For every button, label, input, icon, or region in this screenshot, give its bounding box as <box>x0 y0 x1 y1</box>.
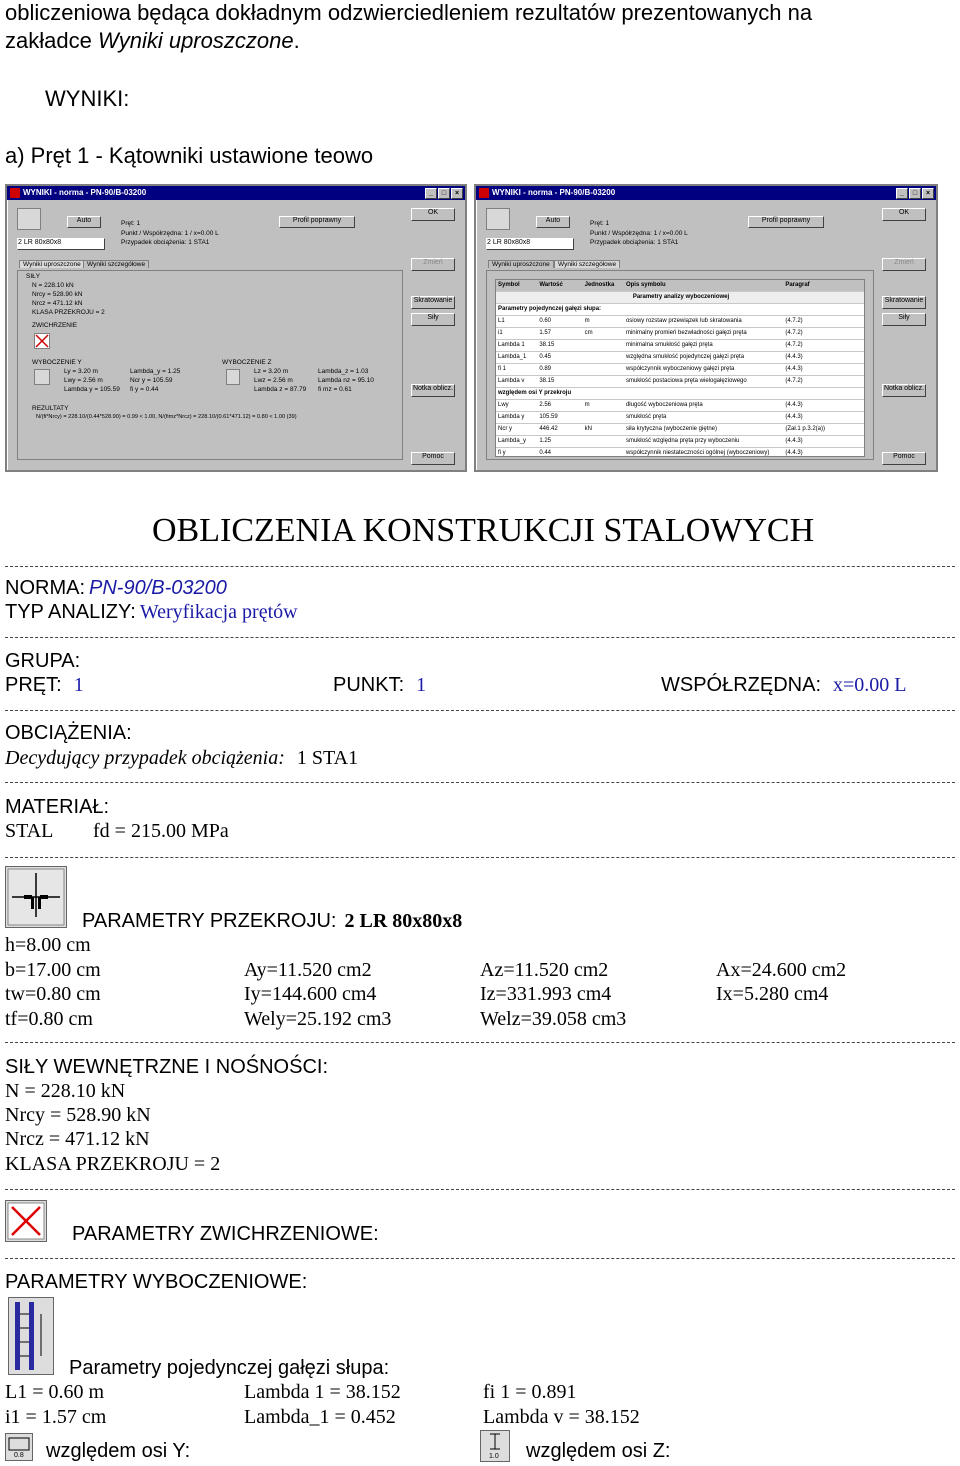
table-cell: minimalny promień bezwładności gałęzi pręta <box>625 330 747 336</box>
table-cell: Lambda_1 <box>498 354 527 360</box>
tab-detail[interactable]: Wyniki szczegółowe <box>554 260 620 268</box>
section-param: tf=0.80 cm <box>5 1007 93 1030</box>
ltb-label: PARAMETRY ZWICHRZENIOWE: <box>72 1223 379 1245</box>
loads-label: OBCIĄŻENIA: <box>5 722 132 744</box>
divider <box>5 1042 955 1043</box>
ok-button[interactable]: OK <box>411 208 455 221</box>
table-row[interactable] <box>496 328 864 340</box>
buck-y-line: Lwy = 2.56 m <box>64 377 103 384</box>
section-param: Ax=24.600 cm2 <box>716 958 847 981</box>
force-line: Nrcy = 528.90 kN <box>32 291 83 298</box>
table-cell <box>583 364 624 375</box>
table-cell: (4.4.3) <box>785 414 803 420</box>
results-heading: WYNIKI: <box>45 86 130 111</box>
table-cell: smukłość postaciowa pręta wielogałęziowego <box>625 378 747 384</box>
divider <box>5 637 955 638</box>
col-header[interactable]: Opis symbolu <box>625 282 666 288</box>
force-line: N = 228.10 kN <box>5 1080 126 1102</box>
case-text: Przypadek obciążenia: 1 STA1 <box>590 239 679 246</box>
table-cell <box>583 376 624 387</box>
buck-z2-line: Lambda_z = 1.03 <box>318 368 369 375</box>
table-row[interactable] <box>496 436 864 448</box>
section-select[interactable]: 2 LR 80x80x8 <box>17 238 105 250</box>
table-row[interactable] <box>496 376 864 388</box>
svg-text:1.0: 1.0 <box>489 1453 499 1460</box>
force-line: Nrcz = 471.12 kN <box>32 300 83 307</box>
buck-y2-line: Lambda_y = 1.25 <box>130 368 181 375</box>
table-cell: 105.59 <box>539 414 558 420</box>
buck-y2-line: Ncr y = 105.59 <box>130 377 173 384</box>
help-button[interactable]: Pomoc <box>882 452 926 465</box>
buck-y2-line: fi y = 0.44 <box>130 386 159 393</box>
section-row: PARAMETRY PRZEKROJU: 2 LR 80x80x8 <box>82 910 463 932</box>
table-cell: (4.4.3) <box>785 438 803 444</box>
buck-y-line: Lambda y = 105.59 <box>64 386 120 393</box>
table-cell: Lambda y <box>498 414 525 420</box>
auto-button[interactable]: Auto <box>67 216 101 228</box>
section-param: Iy=144.600 cm4 <box>244 983 377 1005</box>
buck-z-line: Lz = 3.20 m <box>254 368 289 375</box>
point-row: PUNKT: 1 <box>333 674 427 696</box>
app-icon <box>479 188 489 198</box>
norma-row: NORMA: PN-90/B-03200 <box>5 577 227 599</box>
ltb-x-icon <box>34 333 50 349</box>
divider <box>5 782 955 783</box>
section-param: Iz=331.993 cm4 <box>480 983 612 1005</box>
divider <box>5 710 955 711</box>
buck-y-line: Ly = 3.20 m <box>64 368 98 375</box>
minimize-icon[interactable]: _ <box>896 188 908 199</box>
table-cell: 38.15 <box>539 378 555 384</box>
branch-param: Lambda v = 38.152 <box>483 1405 640 1428</box>
axis-z-label: względem osi Z: <box>526 1440 671 1462</box>
table-cell: współczynnik wyboczeniowy gałęzi pręta <box>625 366 735 372</box>
table-cell <box>583 448 624 457</box>
table-title: Parametry analizy wyboczeniowej <box>496 292 864 304</box>
result-title: REZULTATY <box>32 405 69 412</box>
maximize-icon[interactable]: □ <box>909 188 921 199</box>
maximize-icon[interactable]: □ <box>438 188 450 199</box>
results-window-detail <box>474 184 938 472</box>
tab-simple[interactable]: Wyniki uproszczone <box>19 260 85 268</box>
simple-results-panel <box>17 270 403 460</box>
bar-text: Pręt: 1 <box>121 220 141 227</box>
note-button[interactable]: Notka oblicz. <box>882 384 926 397</box>
section-a-heading: a) Pręt 1 - Kątowniki ustawione teowo <box>5 143 374 168</box>
tab-simple[interactable]: Wyniki uproszczone <box>488 260 554 268</box>
axis-y-label: względem osi Y: <box>46 1440 191 1462</box>
table-cell <box>583 436 624 447</box>
table-cell: 0.89 <box>539 366 552 372</box>
section-shape-icon[interactable] <box>17 208 41 230</box>
table-cell: 1.57 <box>539 330 552 336</box>
close-icon[interactable]: × <box>451 188 463 199</box>
table-cell: (4.7.2) <box>785 342 803 348</box>
table-cell: (Zał.1 p.3.2(a)) <box>785 426 826 432</box>
table-row[interactable] <box>496 400 864 412</box>
analysis-row: TYP ANALIZY: Weryfikacja prętów <box>5 601 298 623</box>
table-cell: kN <box>584 426 592 432</box>
table-cell: 1.25 <box>539 438 552 444</box>
table-cell: i1 <box>498 330 503 336</box>
table-cell: Lambda 1 <box>498 342 525 348</box>
table-cell: (4.7.2) <box>785 318 803 324</box>
single-branch-label: Parametry pojedynczej gałęzi słupa: <box>69 1357 390 1379</box>
table-cell: (4.4.3) <box>785 354 803 360</box>
note-button[interactable]: Notka oblicz. <box>411 384 455 397</box>
section-param: tw=0.80 cm <box>5 983 101 1005</box>
table-cell: fi 1 <box>498 366 507 372</box>
axis-z-icon <box>480 1430 510 1462</box>
cross-section-icon <box>5 866 67 928</box>
intro-line-2: zakładce Wyniki uproszczone. <box>5 28 300 53</box>
table-cell: Lambda_y <box>498 438 527 444</box>
table-cell: (4.7.2) <box>785 330 803 336</box>
section-param: Wely=25.192 cm3 <box>244 1007 392 1030</box>
table-header <box>496 280 864 292</box>
window-title: WYNIKI - norma - PN-90/B-03200 <box>23 188 147 197</box>
group-row: względem osi Y przekroju <box>496 388 864 400</box>
window-title: WYNIKI - norma - PN-90/B-03200 <box>492 188 616 197</box>
bar-row: PRĘT: 1 <box>5 674 84 696</box>
buck-z2-line: fi mz = 0.61 <box>318 386 352 393</box>
auto-button[interactable]: Auto <box>536 216 570 228</box>
divider <box>5 566 955 567</box>
branch-param: L1 = 0.60 m <box>5 1381 105 1403</box>
axis-y-icon <box>5 1433 33 1461</box>
loads-row: Decydujący przypadek obciążenia: 1 STA1 <box>5 747 359 769</box>
force-line: Nrcy = 528.90 kN <box>5 1104 151 1126</box>
branch-param: Lambda_1 = 0.452 <box>244 1405 396 1428</box>
table-row[interactable] <box>496 424 864 436</box>
help-button[interactable]: Pomoc <box>411 452 455 465</box>
table-cell: względna smukłość pojedynczej gałęzi pręta <box>625 354 745 360</box>
forces-group-title: SIŁY <box>26 273 41 280</box>
forces-label: SIŁY WEWNĘTRZNE I NOŚNOŚCI: <box>5 1056 328 1078</box>
section-param: Az=11.520 cm2 <box>480 958 609 981</box>
table-cell: 0.60 <box>539 318 552 324</box>
ok-button[interactable]: OK <box>882 208 926 221</box>
material-name: STAL <box>5 820 54 842</box>
section-param: b=17.00 cm <box>5 958 101 981</box>
section-param: Ay=11.520 cm2 <box>244 958 372 981</box>
detail-results-panel <box>486 270 874 460</box>
divider <box>5 1189 955 1190</box>
table-cell: Lambda v <box>498 378 525 384</box>
material-label: MATERIAŁ: <box>5 796 110 818</box>
material-fd: fd = 215.00 MPa <box>93 820 229 842</box>
col-header[interactable]: Jednostka <box>584 282 615 288</box>
col-header[interactable]: Wartość <box>539 282 563 288</box>
table-cell: L1 <box>498 318 505 324</box>
table-cell: 0.45 <box>539 354 552 360</box>
intro-line-1: obliczeniowa będąca dokładnym odzwierciedleniem rezultatów prezentowanych na <box>5 0 813 25</box>
table-cell: smukłość pręta <box>625 414 667 420</box>
table-cell: 38.15 <box>539 342 555 348</box>
table-cell: m <box>584 318 590 324</box>
svg-text:0.8: 0.8 <box>14 1452 24 1459</box>
col-header[interactable]: Paragraf <box>785 282 810 288</box>
table-cell: współczynnik niestateczności ogólnej (wyboczeniowy) <box>625 450 770 456</box>
divider <box>5 1258 955 1259</box>
ltb-group-title: ZWICHRZENIE <box>32 322 78 329</box>
change-button[interactable]: Zmień <box>882 258 926 271</box>
table-cell: Ncr y <box>498 426 512 432</box>
case-text: Przypadek obciążenia: 1 STA1 <box>121 239 210 246</box>
point-text: Punkt / Współrzędna: 1 / x=0.00 L <box>121 230 219 237</box>
point-text: Punkt / Współrzędna: 1 / x=0.00 L <box>590 230 688 237</box>
result-line: N/(fi*Nrcy) = 228.10/(0.44*528.90) = 0.99 < 1.00, N/(fimz*Nrcz) = 228.10/(0.61*471.12) = 0.80 < 1.00 (39) <box>36 414 297 420</box>
buckling-y-title: WYBOCZENIE Y <box>32 359 82 366</box>
buckling-label: PARAMETRY WYBOCZENIOWE: <box>5 1271 308 1293</box>
table-cell: fi y <box>498 450 506 456</box>
buck-z2-line: Lambda nz = 95.10 <box>318 377 374 384</box>
table-cell: 446.42 <box>539 426 558 432</box>
table-cell: minimalna smukłość gałęzi pręta <box>625 342 713 348</box>
table-cell <box>583 352 624 363</box>
table-row[interactable] <box>496 340 864 352</box>
table-cell <box>583 412 624 423</box>
close-icon[interactable]: × <box>922 188 934 199</box>
table-cell: m <box>584 402 590 408</box>
force-line: Nrcz = 471.12 kN <box>5 1128 150 1150</box>
table-cell: Lwy <box>498 402 509 408</box>
divider <box>5 857 955 858</box>
section-param: Welz=39.058 cm3 <box>480 1007 627 1030</box>
report-title: OBLICZENIA KONSTRUKCJI STALOWYCH <box>152 512 815 549</box>
change-button[interactable]: Zmień <box>411 258 455 271</box>
table-cell: siła krytyczna (wyboczenie giętne) <box>625 426 718 432</box>
buckling-z-icon <box>226 369 240 385</box>
table-row[interactable] <box>496 364 864 376</box>
profile-status-button[interactable]: Profil poprawny <box>748 216 824 228</box>
force-line: KLASA PRZEKROJU = 2 <box>5 1153 221 1175</box>
group-row: Parametry pojedynczej gałęzi słupa: <box>496 304 864 316</box>
section-select[interactable]: 2 LR 80x80x8 <box>486 238 574 250</box>
table-cell: (4.7.2) <box>785 378 803 384</box>
table-cell: smukłość względna pręta przy wyboczeniu <box>625 438 740 444</box>
buck-z-line: Lambda z = 87.79 <box>254 386 307 393</box>
column-icon <box>8 1297 54 1375</box>
coord-row: WSPÓŁRZĘDNA: x=0.00 L <box>661 674 907 696</box>
buck-z-line: Lwz = 2.56 m <box>254 377 293 384</box>
calc-button[interactable]: Skratowanie <box>411 296 455 309</box>
table-cell: (4.4.3) <box>785 402 803 408</box>
section-param: h=8.00 cm <box>5 934 91 956</box>
table-row[interactable] <box>496 352 864 364</box>
branch-param: Lambda 1 = 38.152 <box>244 1381 401 1403</box>
col-header[interactable]: Symbol <box>498 282 520 288</box>
forces-button[interactable]: Siły <box>882 313 926 326</box>
profile-status-button[interactable]: Profil poprawny <box>279 216 355 228</box>
table-row[interactable] <box>496 448 864 457</box>
table-cell: osiowy rozstaw przewiązek lub skratowania <box>625 318 742 324</box>
bar-text: Pręt: 1 <box>590 220 610 227</box>
force-line: KLASA PRZEKROJU = 2 <box>32 309 105 316</box>
tab-detail[interactable]: Wyniki szczegółowe <box>83 260 149 268</box>
table-cell: długość wyboczeniowa pręta <box>625 402 703 408</box>
window-titlebar <box>476 186 936 200</box>
app-icon <box>10 188 20 198</box>
buckling-y-icon <box>34 369 50 385</box>
force-line: N = 228.10 kN <box>32 282 74 289</box>
table-cell <box>583 340 624 351</box>
table-cell: 0.44 <box>539 450 552 456</box>
section-shape-icon[interactable] <box>486 208 510 230</box>
branch-param: i1 = 1.57 cm <box>5 1405 107 1428</box>
calc-button[interactable]: Skratowanie <box>882 296 926 309</box>
detail-table <box>495 279 865 457</box>
forces-button[interactable]: Siły <box>411 313 455 326</box>
table-row[interactable] <box>496 316 864 328</box>
ltb-x-icon <box>5 1200 47 1242</box>
buckling-z-title: WYBOCZENIE Z <box>222 359 272 366</box>
section-param: Ix=5.280 cm4 <box>716 983 829 1005</box>
results-window-simple <box>5 184 467 472</box>
table-cell: cm <box>584 330 593 336</box>
branch-param: fi 1 = 0.891 <box>483 1381 577 1403</box>
table-cell: (4.4.3) <box>785 366 803 372</box>
table-cell: (4.4.3) <box>785 450 803 456</box>
minimize-icon[interactable]: _ <box>425 188 437 199</box>
group-label: GRUPA: <box>5 650 81 672</box>
table-row[interactable] <box>496 412 864 424</box>
table-cell: 2.56 <box>539 402 552 408</box>
window-titlebar <box>7 186 465 200</box>
